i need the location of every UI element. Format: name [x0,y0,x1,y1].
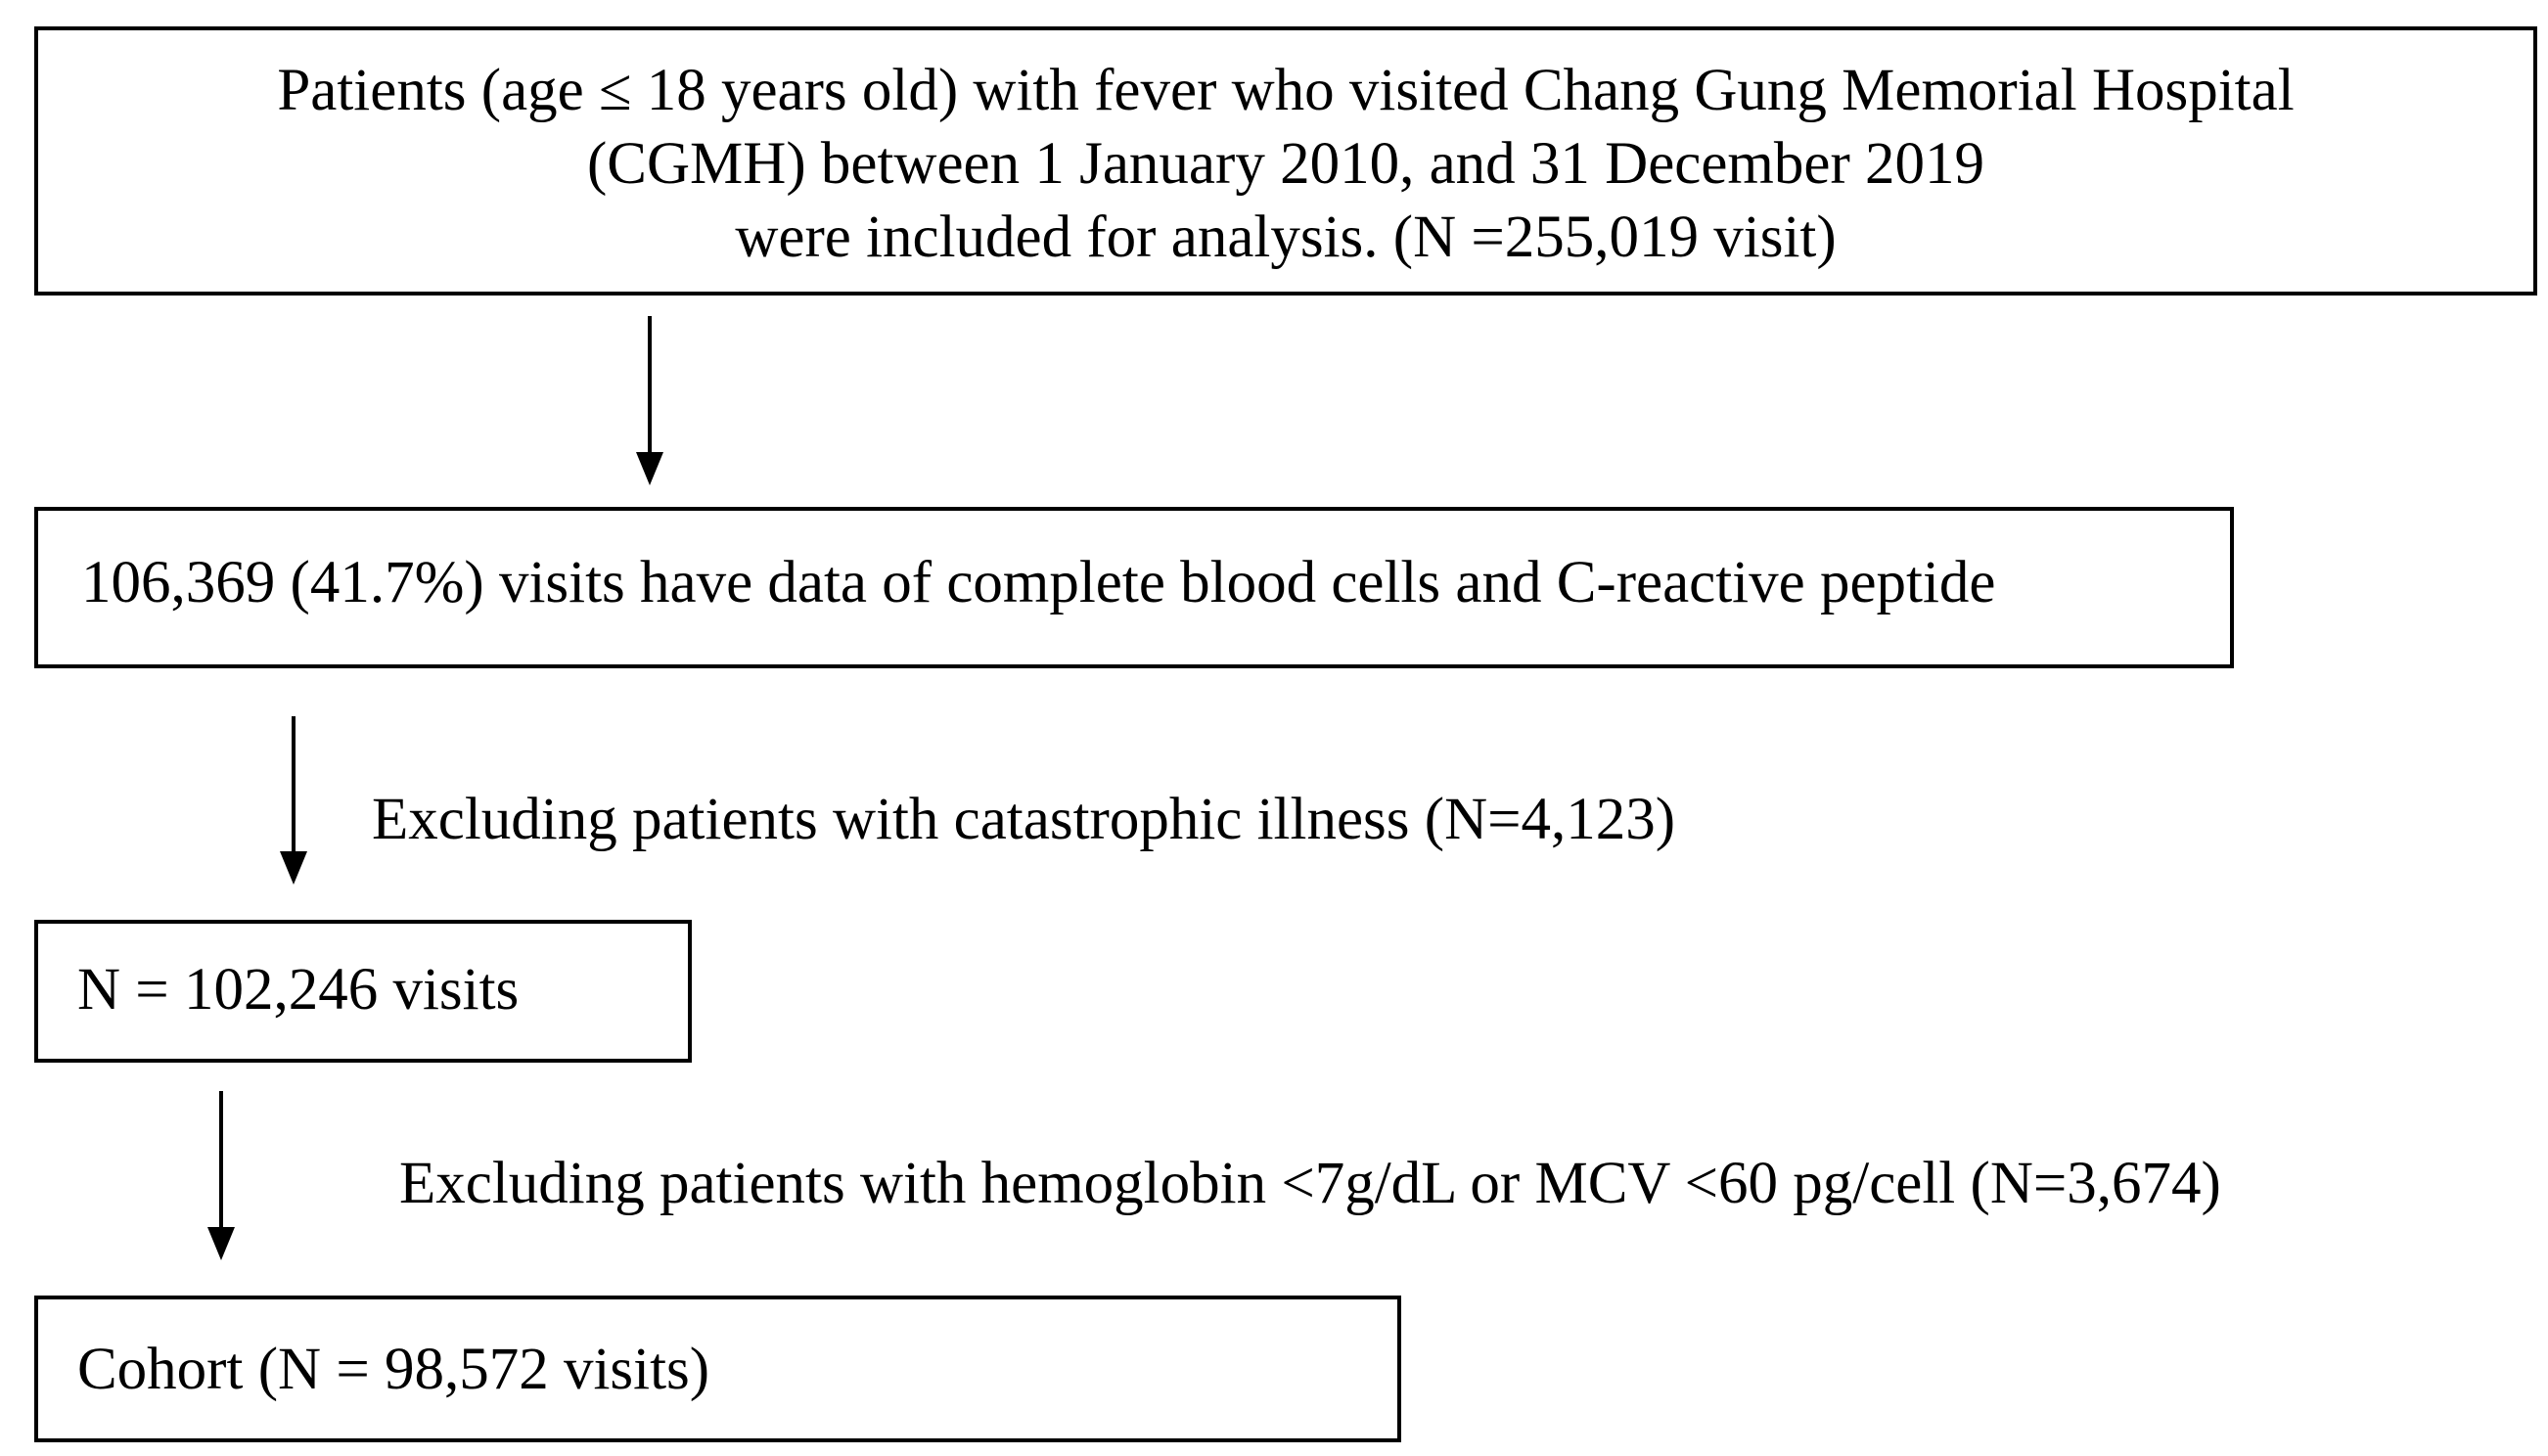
exclusion-label-2: Excluding patients with hemoglobin <7g/dL or MCV <60 pg/cell (N=3,674) [399,1151,2221,1216]
arrow-2-head [280,851,307,885]
inclusion-line-2: (CGMH) between 1 January 2010, and 31 December 2019 [586,131,1985,197]
inclusion-text [38,54,2533,274]
cohort-text: Cohort (N = 98,572 visits) [77,1337,710,1402]
cohort-box [34,1296,1401,1442]
complete-data-box [34,507,2234,668]
complete-data-text: 106,369 (41.7%) visits have data of complete blood cells and C-reactive peptide [81,550,1996,615]
after-exclusion-text: N = 102,246 visits [77,957,520,1023]
arrow-3-head [207,1227,235,1260]
inclusion-line-3: were included for analysis. (N =255,019 visit) [735,205,1837,270]
exclusion-label-1: Excluding patients with catastrophic illness (N=4,123) [372,787,1676,852]
after-exclusion-box [34,920,692,1063]
arrow-1-head [636,452,663,485]
inclusion-box [34,26,2537,296]
inclusion-line-1: Patients (age ≤ 18 years old) with fever who visited Chang Gung Memorial Hospital [277,58,2295,123]
